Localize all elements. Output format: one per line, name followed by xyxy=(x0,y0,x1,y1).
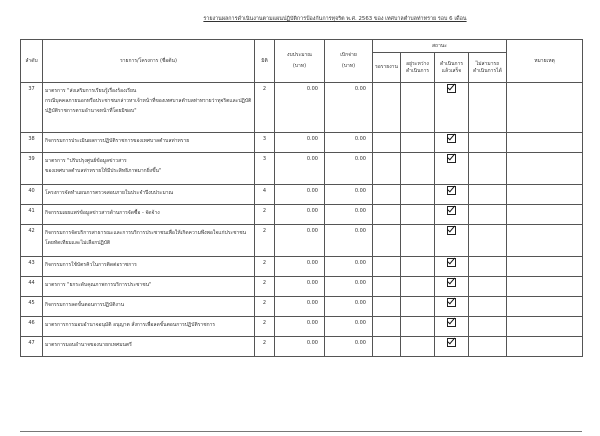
row-name xyxy=(43,277,255,297)
table-row xyxy=(21,225,583,257)
row-status-done xyxy=(435,185,469,205)
row-dimension: 2 xyxy=(255,225,275,257)
row-status-not-done xyxy=(469,317,507,337)
row-status-not-done xyxy=(469,185,507,205)
row-name-line: มาตรการมอบอำนาจของนายกเทศมนตรี xyxy=(45,342,132,348)
table-row xyxy=(21,205,583,225)
table-body xyxy=(21,83,583,357)
row-status-in-progress xyxy=(401,257,435,277)
table-row xyxy=(21,257,583,277)
row-status-pending xyxy=(373,133,401,153)
row-status-pending xyxy=(373,257,401,277)
row-name-line: โครงการจัดทำแผนการตรวจสอบภายในประจำปีงบประมาณ xyxy=(45,190,174,196)
row-status-done xyxy=(435,83,469,133)
row-seq: 39 xyxy=(21,153,43,185)
row-status-pending xyxy=(373,297,401,317)
header-dimension: มิติ xyxy=(255,40,275,83)
row-name-line: มาตรการ "ยกระดับคุณภาพการบริการประชาชน" xyxy=(45,282,152,288)
header-expense-line2: (บาท) xyxy=(341,63,356,69)
header-not-done-line2: ดำเนินการได้ xyxy=(473,67,502,74)
row-status-not-done xyxy=(469,205,507,225)
row-name-line: มาตรการ "ปรับปรุงศูนย์ข้อมูลข่าวสาร xyxy=(45,158,127,164)
row-name-line: ของเทศบาลตำบลท่าทรายให้มีประสิทธิภาพมากยิ่งขึ้น" xyxy=(45,168,162,174)
row-expense: 0.00 xyxy=(325,185,373,205)
checkbox-checked-icon xyxy=(447,258,456,267)
row-dimension: 2 xyxy=(255,277,275,297)
checkbox-checked-icon xyxy=(447,278,456,287)
header-status-done xyxy=(435,53,469,83)
row-status-not-done xyxy=(469,83,507,133)
table-row xyxy=(21,185,583,205)
row-status-done xyxy=(435,297,469,317)
header-status-group: สถานะ xyxy=(373,40,507,53)
row-status-in-progress xyxy=(401,83,435,133)
row-seq: 46 xyxy=(21,317,43,337)
row-seq: 47 xyxy=(21,337,43,357)
row-name xyxy=(43,257,255,277)
row-expense: 0.00 xyxy=(325,83,373,133)
table-row xyxy=(21,337,583,357)
row-seq: 44 xyxy=(21,277,43,297)
row-name xyxy=(43,205,255,225)
report-table xyxy=(20,39,583,357)
row-status-in-progress xyxy=(401,133,435,153)
row-name xyxy=(43,297,255,317)
row-expense: 0.00 xyxy=(325,277,373,297)
row-name-line: มาตรการการมอบอำนาจอนุมัติ อนุญาต สั่งการเพื่อลดขั้นตอนการปฏิบัติราชการ xyxy=(45,322,216,328)
row-seq: 37 xyxy=(21,83,43,133)
checkbox-checked-icon xyxy=(447,206,456,215)
row-dimension: 4 xyxy=(255,185,275,205)
row-expense: 0.00 xyxy=(325,153,373,185)
row-status-done xyxy=(435,337,469,357)
row-budget: 0.00 xyxy=(275,133,325,153)
row-status-not-done xyxy=(469,297,507,317)
row-budget: 0.00 xyxy=(275,257,325,277)
checkbox-checked-icon xyxy=(447,134,456,143)
row-dimension: 2 xyxy=(255,297,275,317)
row-status-not-done xyxy=(469,133,507,153)
report-title: รายงานผลการดำเนินงานตามแผนปฏิบัติการป้องกันการทุจริต พ.ศ. 2563 ของ เทศบาลตำบลท่าทราย รอบ 6 เดือน xyxy=(203,16,467,22)
row-name-line: กรณีบุคคลภายนอกหรือประชาชนกล่าวหาเจ้าหน้าที่ของเทศบาลตำบลท่าทรายว่าทุจริตและปฏิบัติ xyxy=(45,98,252,104)
header-budget-line1: งบประมาณ xyxy=(287,52,312,58)
row-dimension: 2 xyxy=(255,317,275,337)
row-status-not-done xyxy=(469,153,507,185)
row-seq: 45 xyxy=(21,297,43,317)
row-status-in-progress xyxy=(401,225,435,257)
row-remark xyxy=(507,297,583,317)
header-in-progress-line1: อยู่ระหว่าง xyxy=(406,60,429,67)
row-seq: 43 xyxy=(21,257,43,277)
table-row xyxy=(21,153,583,185)
row-status-done xyxy=(435,317,469,337)
row-dimension: 2 xyxy=(255,83,275,133)
checkbox-checked-icon xyxy=(447,338,456,347)
row-remark xyxy=(507,205,583,225)
row-budget: 0.00 xyxy=(275,205,325,225)
header-expense xyxy=(325,40,373,83)
header-expense-line1: เบิกจ่าย xyxy=(340,52,357,58)
row-name-line: กิจกรรมเผยแพร่ข้อมูลข่าวสารด้านการจัดซื้อ - จัดจ้าง xyxy=(45,210,160,216)
row-dimension: 3 xyxy=(255,153,275,185)
row-name-line: ปฏิบัติราชการตามอำนาจหน้าที่โดยมิชอบ" xyxy=(45,108,137,114)
row-dimension: 3 xyxy=(255,133,275,153)
checkbox-checked-icon xyxy=(447,318,456,327)
row-status-in-progress xyxy=(401,337,435,357)
row-remark xyxy=(507,317,583,337)
row-status-not-done xyxy=(469,257,507,277)
checkbox-checked-icon xyxy=(447,186,456,195)
row-status-not-done xyxy=(469,337,507,357)
row-seq: 40 xyxy=(21,185,43,205)
row-budget: 0.00 xyxy=(275,83,325,133)
row-expense: 0.00 xyxy=(325,317,373,337)
row-remark xyxy=(507,277,583,297)
row-expense: 0.00 xyxy=(325,297,373,317)
header-budget xyxy=(275,40,325,83)
row-remark xyxy=(507,225,583,257)
row-budget: 0.00 xyxy=(275,337,325,357)
row-status-in-progress xyxy=(401,297,435,317)
row-seq: 38 xyxy=(21,133,43,153)
row-status-done xyxy=(435,257,469,277)
row-name xyxy=(43,337,255,357)
row-budget: 0.00 xyxy=(275,297,325,317)
row-dimension: 2 xyxy=(255,205,275,225)
row-name xyxy=(43,317,255,337)
header-remark: หมายเหตุ xyxy=(507,40,583,83)
header-name: รายการ/โครงการ (ชื่อต้น) xyxy=(43,40,255,83)
row-remark xyxy=(507,185,583,205)
row-status-pending xyxy=(373,153,401,185)
row-status-pending xyxy=(373,337,401,357)
row-seq: 41 xyxy=(21,205,43,225)
row-status-pending xyxy=(373,277,401,297)
row-status-done xyxy=(435,153,469,185)
row-status-pending xyxy=(373,185,401,205)
table-row xyxy=(21,83,583,133)
checkbox-checked-icon xyxy=(447,154,456,163)
row-status-done xyxy=(435,205,469,225)
row-name-line: กิจกรรมการลดขั้นตอนการปฏิบัติงาน xyxy=(45,302,125,308)
row-dimension: 2 xyxy=(255,337,275,357)
row-name-line: กิจกรรมการจัดบริการสาธารณะและการบริการประชาชนเพื่อให้เกิดความพึงพอใจแก่ประชาชน xyxy=(45,230,247,236)
header-seq: ลำดับ xyxy=(21,40,43,83)
header-done-line2: แล้วเสร็จ xyxy=(441,67,462,74)
row-status-done xyxy=(435,133,469,153)
row-budget: 0.00 xyxy=(275,317,325,337)
header-in-progress-line2: ดำเนินการ xyxy=(405,67,430,74)
table-bottom-line xyxy=(20,431,582,432)
row-status-pending xyxy=(373,317,401,337)
row-status-not-done xyxy=(469,225,507,257)
table-row xyxy=(21,133,583,153)
row-name-line: โดยทัดเทียมและไม่เลือกปฏิบัติ xyxy=(45,240,111,246)
row-name xyxy=(43,153,255,185)
row-name xyxy=(43,133,255,153)
row-name xyxy=(43,225,255,257)
header-status-pending: รอรายงาน xyxy=(373,53,401,83)
row-status-done xyxy=(435,277,469,297)
row-dimension: 2 xyxy=(255,257,275,277)
checkbox-checked-icon xyxy=(447,298,456,307)
row-budget: 0.00 xyxy=(275,277,325,297)
row-name xyxy=(43,83,255,133)
row-name-line: มาตรการ "ส่งเสริมการเรียนรู้เรื่องร้องเรียน xyxy=(45,88,137,94)
row-status-done xyxy=(435,225,469,257)
row-budget: 0.00 xyxy=(275,153,325,185)
row-status-not-done xyxy=(469,277,507,297)
row-budget: 0.00 xyxy=(275,225,325,257)
row-remark xyxy=(507,337,583,357)
row-remark xyxy=(507,257,583,277)
row-expense: 0.00 xyxy=(325,337,373,357)
row-status-in-progress xyxy=(401,153,435,185)
row-expense: 0.00 xyxy=(325,225,373,257)
table-row xyxy=(21,277,583,297)
row-seq: 42 xyxy=(21,225,43,257)
row-remark xyxy=(507,83,583,133)
row-budget: 0.00 xyxy=(275,185,325,205)
row-status-pending xyxy=(373,83,401,133)
row-status-pending xyxy=(373,225,401,257)
checkbox-checked-icon xyxy=(447,84,456,93)
row-name-line: กิจกรรมการประเมินผลการปฏิบัติราชการของเทศบาลตำบลท่าทราย xyxy=(45,138,190,144)
row-expense: 0.00 xyxy=(325,257,373,277)
row-remark xyxy=(507,133,583,153)
header-budget-line2: (บาท) xyxy=(292,63,307,69)
row-status-in-progress xyxy=(401,205,435,225)
row-name xyxy=(43,185,255,205)
header-status-in-progress xyxy=(401,53,435,83)
row-status-in-progress xyxy=(401,185,435,205)
row-status-in-progress xyxy=(401,317,435,337)
row-status-pending xyxy=(373,205,401,225)
header-not-done-line1: ไม่สามารถ xyxy=(475,60,500,67)
header-done-line1: ดำเนินการ xyxy=(439,60,464,67)
row-expense: 0.00 xyxy=(325,205,373,225)
checkbox-checked-icon xyxy=(447,226,456,235)
table-row xyxy=(21,317,583,337)
row-remark xyxy=(507,153,583,185)
header-status-not-done xyxy=(469,53,507,83)
row-status-in-progress xyxy=(401,277,435,297)
table-row xyxy=(21,297,583,317)
row-name-line: กิจกรรมการใช้บัตรคิวในการติดต่อราชการ xyxy=(45,262,137,268)
row-expense: 0.00 xyxy=(325,133,373,153)
